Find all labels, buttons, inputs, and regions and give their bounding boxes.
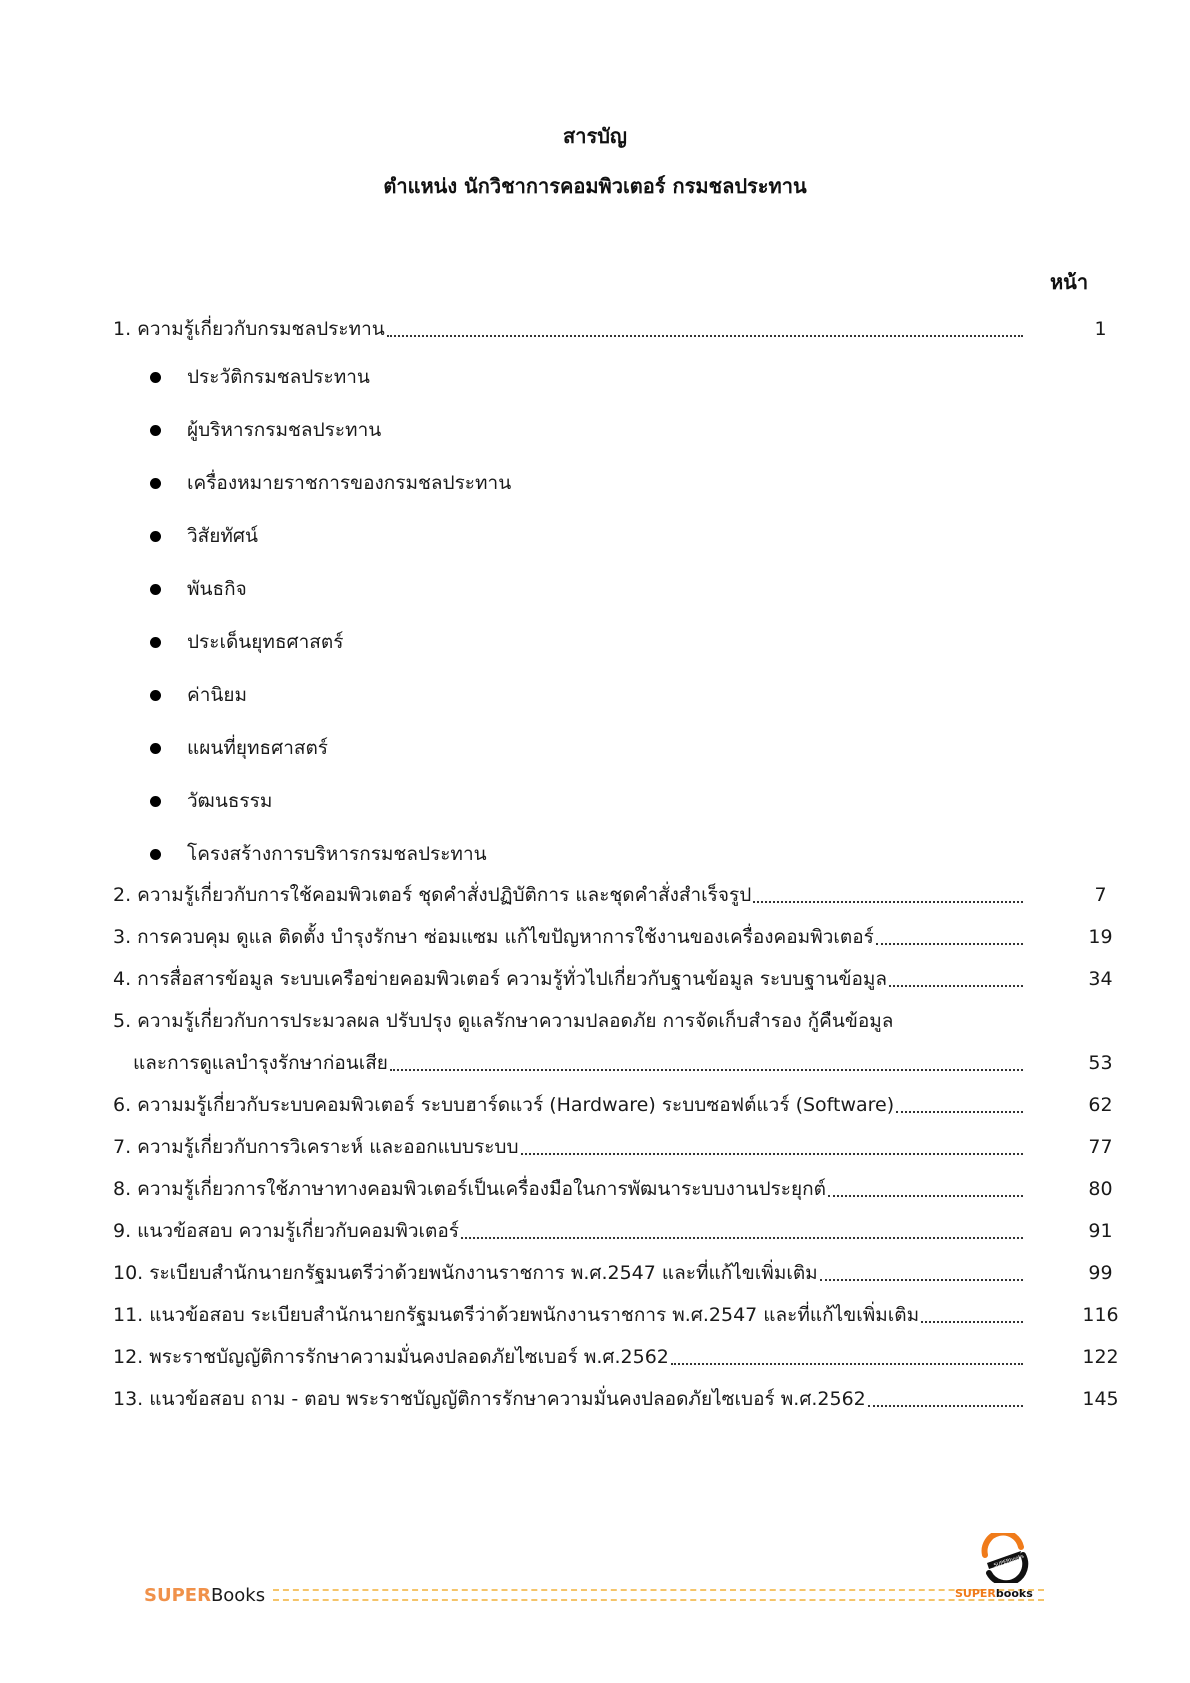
- toc-subitem[interactable]: [150, 519, 258, 553]
- toc-entry-label: และการดูแลบำรุงรักษาก่อนเสีย: [133, 1052, 388, 1074]
- swoosh-globe-icon: [977, 1533, 1029, 1583]
- bullet-icon: [150, 637, 161, 648]
- toc-entry-9[interactable]: [113, 1214, 1113, 1248]
- toc-subitem[interactable]: [150, 731, 328, 765]
- toc-subitem[interactable]: [150, 360, 370, 394]
- dot-leader: [876, 942, 1023, 945]
- toc-entry-5-continuation[interactable]: [133, 1046, 1113, 1080]
- toc-subitem-label: โครงสร้างการบริหารกรมชลประทาน: [187, 843, 487, 865]
- dot-leader: [390, 1068, 1023, 1071]
- dot-leader: [387, 334, 1023, 337]
- bullet-icon: [150, 849, 161, 860]
- toc-entry-label: 3. การควบคุม ดูแล ติดตั้ง บำรุงรักษา ซ่อมแซม แก้ไขปัญหาการใช้งานของเครื่องคอมพิวเตอร์: [113, 926, 874, 948]
- toc-entry-page: 77: [1088, 1136, 1113, 1158]
- toc-entry-1[interactable]: [113, 312, 1107, 346]
- toc-entry-6[interactable]: [113, 1088, 1113, 1122]
- toc-entry-label: 2. ความรู้เกี่ยวกับการใช้คอมพิวเตอร์ ชุดคำสั่งปฏิบัติการ และชุดคำสั่งสำเร็จรูป: [113, 884, 752, 906]
- toc-entry-label: 11. แนวข้อสอบ ระเบียบสำนักนายกรัฐมนตรีว่าด้วยพนักงานราชการ พ.ศ.2547 และที่แก้ไขเพิ่มเติม: [113, 1304, 920, 1326]
- dot-leader: [828, 1194, 1023, 1197]
- bullet-icon: [150, 690, 161, 701]
- dot-leader: [671, 1362, 1023, 1365]
- toc-subitem-label: ผู้บริหารกรมชลประทาน: [187, 419, 382, 441]
- toc-entry-page: 116: [1082, 1304, 1119, 1326]
- toc-entry-page: 7: [1094, 884, 1107, 906]
- toc-subitem-label: วัฒนธรรม: [187, 790, 273, 812]
- dot-leader: [896, 1110, 1023, 1113]
- toc-entry-page: 99: [1088, 1262, 1113, 1284]
- toc-entry-label: 6. ความมรู้เกี่ยวกับระบบคอมพิวเตอร์ ระบบฮาร์ดแวร์ (Hardware) ระบบซอฟต์แวร์ (Software): [113, 1094, 895, 1116]
- bullet-icon: [150, 372, 161, 383]
- page-subtitle: ตำแหน่ง นักวิชาการคอมพิวเตอร์ กรมชลประทาน: [383, 174, 807, 198]
- toc-entry-12[interactable]: [113, 1340, 1119, 1374]
- toc-subitem-label: พันธกิจ: [187, 578, 247, 600]
- toc-subitem[interactable]: [150, 678, 247, 712]
- dot-leader: [521, 1152, 1023, 1155]
- bullet-icon: [150, 743, 161, 754]
- footer-divider: [273, 1589, 1044, 1601]
- toc-entry-page: 80: [1088, 1178, 1113, 1200]
- toc-subitem-label: ค่านิยม: [187, 684, 248, 706]
- toc-entry-3[interactable]: [113, 920, 1113, 954]
- toc-subitem[interactable]: [150, 466, 511, 500]
- toc-entry-11[interactable]: [113, 1298, 1119, 1332]
- bullet-icon: [150, 425, 161, 436]
- toc-subitem[interactable]: [150, 413, 381, 447]
- toc-entry-label: 10. ระเบียบสำนักนายกรัฐมนตรีว่าด้วยพนักงานราชการ พ.ศ.2547 และที่แก้ไขเพิ่มเติม: [113, 1262, 818, 1284]
- dot-leader: [461, 1236, 1023, 1239]
- toc-subitem[interactable]: [150, 837, 487, 871]
- superbooks-logo: [955, 1533, 1065, 1603]
- toc-entry-page: 1: [1094, 318, 1107, 340]
- toc-subitem[interactable]: [150, 625, 343, 659]
- toc-subitem-label: เครื่องหมายราชการของกรมชลประทาน: [187, 472, 512, 494]
- page-title: สารบัญ: [563, 124, 627, 148]
- toc-entry-page: 19: [1088, 926, 1113, 948]
- toc-entry-label: 8. ความรู้เกี่ยวการใช้ภาษาทางคอมพิวเตอร์เป็นเครื่องมือในการพัฒนาระบบงานประยุกต์: [113, 1178, 826, 1200]
- bullet-icon: [150, 531, 161, 542]
- svg-text:SUPERbooks: SUPERbooks: [993, 1553, 1025, 1569]
- toc-entry-label: 5. ความรู้เกี่ยวกับการประมวลผล ปรับปรุง ดูแลรักษาความปลอดภัย การจัดเก็บสำรอง กู้คืนข้อมูล: [113, 1010, 894, 1032]
- toc-entry-8[interactable]: [113, 1172, 1113, 1206]
- bullet-icon: [150, 796, 161, 807]
- dot-leader: [820, 1278, 1023, 1281]
- toc-entry-4[interactable]: [113, 962, 1113, 996]
- toc-entry-page: 145: [1082, 1388, 1119, 1410]
- toc-subitem-label: วิสัยทัศน์: [187, 525, 258, 547]
- toc-subitem-label: แผนที่ยุทธศาสตร์: [187, 737, 329, 759]
- toc-entry-7[interactable]: [113, 1130, 1113, 1164]
- toc-entry-page: 34: [1088, 968, 1113, 990]
- toc-entry-page: 122: [1082, 1346, 1119, 1368]
- dot-leader: [868, 1404, 1023, 1407]
- toc-entry-10[interactable]: [113, 1256, 1113, 1290]
- dot-leader: [889, 984, 1023, 987]
- toc-entry-label: 13. แนวข้อสอบ ถาม - ตอบ พระราชบัญญัติการรักษาความมั่นคงปลอดภัยไซเบอร์ พ.ศ.2562: [113, 1388, 866, 1410]
- toc-subitem-label: ประเด็นยุทธศาสตร์: [187, 631, 344, 653]
- toc-entry-page: 91: [1088, 1220, 1113, 1242]
- page-footer: [144, 1580, 1044, 1610]
- toc-entry-label: 1. ความรู้เกี่ยวกับกรมชลประทาน: [113, 318, 385, 340]
- dot-leader: [921, 1320, 1023, 1323]
- toc-entry-2[interactable]: [113, 878, 1107, 912]
- page-column-header: หน้า: [1050, 270, 1089, 294]
- footer-brand-super: SUPER: [144, 1584, 211, 1606]
- toc-subitem[interactable]: [150, 572, 247, 606]
- logo-wordmark: SUPERbooks: [955, 1587, 1033, 1600]
- bullet-icon: [150, 478, 161, 489]
- toc-entry-label: 9. แนวข้อสอบ ความรู้เกี่ยวกับคอมพิวเตอร์: [113, 1220, 460, 1242]
- toc-entry-5[interactable]: [113, 1004, 1025, 1038]
- bullet-icon: [150, 584, 161, 595]
- toc-entry-page: 53: [1088, 1052, 1113, 1074]
- toc-entry-13[interactable]: [113, 1382, 1119, 1416]
- toc-subitem-label: ประวัติกรมชลประทาน: [187, 366, 370, 388]
- toc-entry-label: 12. พระราชบัญญัติการรักษาความมั่นคงปลอดภัยไซเบอร์ พ.ศ.2562: [113, 1346, 669, 1368]
- toc-subitem[interactable]: [150, 784, 272, 818]
- footer-brand-books: Books: [210, 1584, 266, 1606]
- dot-leader: [753, 900, 1023, 903]
- toc-entry-page: 62: [1088, 1094, 1113, 1116]
- toc-entry-label: 4. การสื่อสารข้อมูล ระบบเครือข่ายคอมพิวเตอร์ ความรู้ทั่วไปเกี่ยวกับฐานข้อมูล ระบบฐานข้อมูล: [113, 968, 888, 990]
- toc-entry-label: 7. ความรู้เกี่ยวกับการวิเคราะห์ และออกแบบระบบ: [113, 1136, 519, 1158]
